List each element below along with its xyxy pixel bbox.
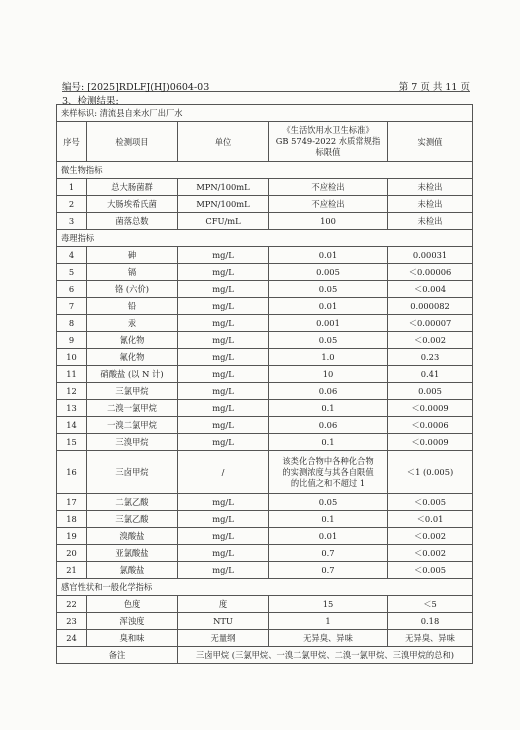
results-table bbox=[56, 104, 473, 664]
cell-item: 氟化物 bbox=[87, 349, 178, 366]
cell-limit: 无异臭、异味 bbox=[269, 630, 388, 647]
table-row bbox=[57, 332, 473, 349]
table-row bbox=[57, 545, 473, 562]
cell-unit: mg/L bbox=[178, 494, 269, 511]
cell-value: ＜0.0009 bbox=[388, 400, 473, 417]
cell-unit: NTU bbox=[178, 613, 269, 630]
cell-value: ＜0.002 bbox=[388, 545, 473, 562]
cell-value: ＜1 (0.005) bbox=[388, 451, 473, 494]
cell-no: 15 bbox=[57, 434, 87, 451]
table-row bbox=[57, 596, 473, 613]
cell-item: 砷 bbox=[87, 247, 178, 264]
limit-line2: 的实测浓度与其各自限值 bbox=[282, 466, 374, 477]
cell-value: 0.000082 bbox=[388, 298, 473, 315]
cell-unit: mg/L bbox=[178, 545, 269, 562]
cell-no: 19 bbox=[57, 528, 87, 545]
table-row bbox=[57, 613, 473, 630]
cell-limit: 100 bbox=[269, 213, 388, 230]
cell-unit: mg/L bbox=[178, 383, 269, 400]
group-row bbox=[57, 230, 473, 247]
report-header bbox=[62, 79, 470, 92]
cell-no: 14 bbox=[57, 417, 87, 434]
cell-value: 未检出 bbox=[388, 179, 473, 196]
cell-value: ＜0.005 bbox=[388, 562, 473, 579]
cell-limit: 0.1 bbox=[269, 511, 388, 528]
cell-value: 0.23 bbox=[388, 349, 473, 366]
table-row bbox=[57, 213, 473, 230]
cell-value: 无异臭、异味 bbox=[388, 630, 473, 647]
cell-value: ＜5 bbox=[388, 596, 473, 613]
cell-item: 硝酸盐 (以 N 计) bbox=[87, 366, 178, 383]
cell-no: 17 bbox=[57, 494, 87, 511]
cell-item: 三溴甲烷 bbox=[87, 434, 178, 451]
cell-item: 大肠埃希氏菌 bbox=[87, 196, 178, 213]
cell-item: 臭和味 bbox=[87, 630, 178, 647]
cell-no: 21 bbox=[57, 562, 87, 579]
cell-limit: 0.1 bbox=[269, 434, 388, 451]
table-row bbox=[57, 247, 473, 264]
cell-value: ＜0.005 bbox=[388, 494, 473, 511]
col-unit: 单位 bbox=[178, 122, 269, 162]
cell-value: 0.18 bbox=[388, 613, 473, 630]
cell-limit bbox=[269, 451, 388, 494]
table-row bbox=[57, 528, 473, 545]
cell-item: 氰化物 bbox=[87, 332, 178, 349]
cell-unit: mg/L bbox=[178, 349, 269, 366]
sample-label: 来样标识: 清流县自来水厂出厂水 bbox=[57, 105, 473, 122]
cell-value: ＜0.00006 bbox=[388, 264, 473, 281]
table-row bbox=[57, 264, 473, 281]
cell-no: 4 bbox=[57, 247, 87, 264]
cell-limit: 不应检出 bbox=[269, 179, 388, 196]
col-limit-line2: GB 5749-2022 水质常规指 bbox=[275, 136, 381, 146]
table-row bbox=[57, 511, 473, 528]
cell-value: ＜0.0009 bbox=[388, 434, 473, 451]
cell-item: 镉 bbox=[87, 264, 178, 281]
cell-item: 铅 bbox=[87, 298, 178, 315]
cell-value: 未检出 bbox=[388, 213, 473, 230]
cell-unit: mg/L bbox=[178, 247, 269, 264]
table-row bbox=[57, 349, 473, 366]
cell-value: ＜0.004 bbox=[388, 281, 473, 298]
cell-no: 18 bbox=[57, 511, 87, 528]
table-row bbox=[57, 630, 473, 647]
cell-item: 总大肠菌群 bbox=[87, 179, 178, 196]
cell-limit: 1 bbox=[269, 613, 388, 630]
cell-unit: MPN/100mL bbox=[178, 196, 269, 213]
cell-unit: 无量纲 bbox=[178, 630, 269, 647]
col-limit-line1: 《生活饮用水卫生标准》 bbox=[282, 125, 374, 135]
remark-label: 备注 bbox=[57, 647, 178, 664]
cell-item: 亚氯酸盐 bbox=[87, 545, 178, 562]
table-row bbox=[57, 281, 473, 298]
cell-unit: mg/L bbox=[178, 332, 269, 349]
table-row bbox=[57, 315, 473, 332]
group-sense: 感官性状和一般化学指标 bbox=[57, 579, 473, 596]
cell-limit: 0.01 bbox=[269, 298, 388, 315]
cell-limit: 0.01 bbox=[269, 528, 388, 545]
limit-line3: 的比值之和不超过 1 bbox=[290, 477, 366, 488]
table-row bbox=[57, 562, 473, 579]
remark-row bbox=[57, 647, 473, 664]
cell-no: 2 bbox=[57, 196, 87, 213]
cell-item: 二溴一氯甲烷 bbox=[87, 400, 178, 417]
cell-limit: 0.01 bbox=[269, 247, 388, 264]
cell-item: 一溴二氯甲烷 bbox=[87, 417, 178, 434]
cell-item: 溴酸盐 bbox=[87, 528, 178, 545]
col-limit bbox=[269, 122, 388, 162]
limit-line1: 该类化合物中各种化合物 bbox=[282, 455, 374, 466]
cell-unit: / bbox=[178, 451, 269, 494]
table-row bbox=[57, 298, 473, 315]
cell-no: 5 bbox=[57, 264, 87, 281]
cell-unit: 度 bbox=[178, 596, 269, 613]
cell-unit: mg/L bbox=[178, 315, 269, 332]
cell-item: 三卤甲烷 bbox=[87, 451, 178, 494]
cell-no: 16 bbox=[57, 451, 87, 494]
cell-item: 色度 bbox=[87, 596, 178, 613]
cell-no: 22 bbox=[57, 596, 87, 613]
cell-item: 三氯乙酸 bbox=[87, 511, 178, 528]
table-row bbox=[57, 196, 473, 213]
cell-limit: 0.05 bbox=[269, 332, 388, 349]
cell-limit: 15 bbox=[269, 596, 388, 613]
report-code: 编号: [2025]RDLFJ(HJ)0604-03 bbox=[62, 82, 210, 93]
cell-value: ＜0.0006 bbox=[388, 417, 473, 434]
remark-text: 三卤甲烷 (三氯甲烷、一溴二氯甲烷、二溴一氯甲烷、三溴甲烷的总和) bbox=[178, 647, 473, 664]
cell-no: 11 bbox=[57, 366, 87, 383]
table-row bbox=[57, 383, 473, 400]
cell-limit: 0.06 bbox=[269, 417, 388, 434]
cell-item: 三氯甲烷 bbox=[87, 383, 178, 400]
cell-limit: 0.7 bbox=[269, 545, 388, 562]
cell-unit: mg/L bbox=[178, 264, 269, 281]
col-seq: 序号 bbox=[57, 122, 87, 162]
cell-no: 1 bbox=[57, 179, 87, 196]
table-row bbox=[57, 494, 473, 511]
page-number: 第 7 页 共 11 页 bbox=[398, 82, 470, 93]
table-row bbox=[57, 179, 473, 196]
cell-item: 氯酸盐 bbox=[87, 562, 178, 579]
cell-value: 未检出 bbox=[388, 196, 473, 213]
cell-limit: 0.7 bbox=[269, 562, 388, 579]
table-row bbox=[57, 451, 473, 494]
cell-item: 菌落总数 bbox=[87, 213, 178, 230]
cell-unit: MPN/100mL bbox=[178, 179, 269, 196]
cell-value: 0.005 bbox=[388, 383, 473, 400]
cell-no: 6 bbox=[57, 281, 87, 298]
cell-limit: 1.0 bbox=[269, 349, 388, 366]
cell-no: 10 bbox=[57, 349, 87, 366]
cell-limit: 10 bbox=[269, 366, 388, 383]
cell-item: 汞 bbox=[87, 315, 178, 332]
group-row bbox=[57, 162, 473, 179]
cell-unit: mg/L bbox=[178, 298, 269, 315]
cell-value: ＜0.002 bbox=[388, 528, 473, 545]
cell-value: ＜0.00007 bbox=[388, 315, 473, 332]
cell-item: 二氯乙酸 bbox=[87, 494, 178, 511]
cell-no: 24 bbox=[57, 630, 87, 647]
header-row bbox=[57, 122, 473, 162]
table-row bbox=[57, 366, 473, 383]
cell-no: 20 bbox=[57, 545, 87, 562]
table-row bbox=[57, 400, 473, 417]
cell-unit: mg/L bbox=[178, 417, 269, 434]
cell-unit: CFU/mL bbox=[178, 213, 269, 230]
cell-limit: 0.05 bbox=[269, 281, 388, 298]
table-row bbox=[57, 417, 473, 434]
cell-unit: mg/L bbox=[178, 511, 269, 528]
cell-no: 12 bbox=[57, 383, 87, 400]
group-row bbox=[57, 579, 473, 596]
cell-unit: mg/L bbox=[178, 528, 269, 545]
cell-no: 8 bbox=[57, 315, 87, 332]
cell-limit: 0.05 bbox=[269, 494, 388, 511]
sample-row bbox=[57, 105, 473, 122]
cell-value: 0.41 bbox=[388, 366, 473, 383]
col-measured: 实测值 bbox=[388, 122, 473, 162]
group-tox: 毒理指标 bbox=[57, 230, 473, 247]
cell-value: 0.00031 bbox=[388, 247, 473, 264]
cell-no: 7 bbox=[57, 298, 87, 315]
cell-unit: mg/L bbox=[178, 400, 269, 417]
col-limit-line3: 标限值 bbox=[315, 147, 341, 157]
cell-limit: 不应检出 bbox=[269, 196, 388, 213]
cell-no: 13 bbox=[57, 400, 87, 417]
cell-unit: mg/L bbox=[178, 562, 269, 579]
cell-item: 浑浊度 bbox=[87, 613, 178, 630]
cell-item: 铬 (六价) bbox=[87, 281, 178, 298]
cell-no: 9 bbox=[57, 332, 87, 349]
cell-limit: 0.06 bbox=[269, 383, 388, 400]
cell-limit: 0.001 bbox=[269, 315, 388, 332]
cell-value: ＜0.01 bbox=[388, 511, 473, 528]
group-micro: 微生物指标 bbox=[57, 162, 473, 179]
cell-unit: mg/L bbox=[178, 281, 269, 298]
section-title: 3、检测结果: bbox=[62, 96, 119, 107]
cell-value: ＜0.002 bbox=[388, 332, 473, 349]
cell-unit: mg/L bbox=[178, 434, 269, 451]
cell-limit: 0.1 bbox=[269, 400, 388, 417]
table-row bbox=[57, 434, 473, 451]
cell-no: 3 bbox=[57, 213, 87, 230]
cell-no: 23 bbox=[57, 613, 87, 630]
cell-unit: mg/L bbox=[178, 366, 269, 383]
col-item: 检测项目 bbox=[87, 122, 178, 162]
cell-limit: 0.005 bbox=[269, 264, 388, 281]
